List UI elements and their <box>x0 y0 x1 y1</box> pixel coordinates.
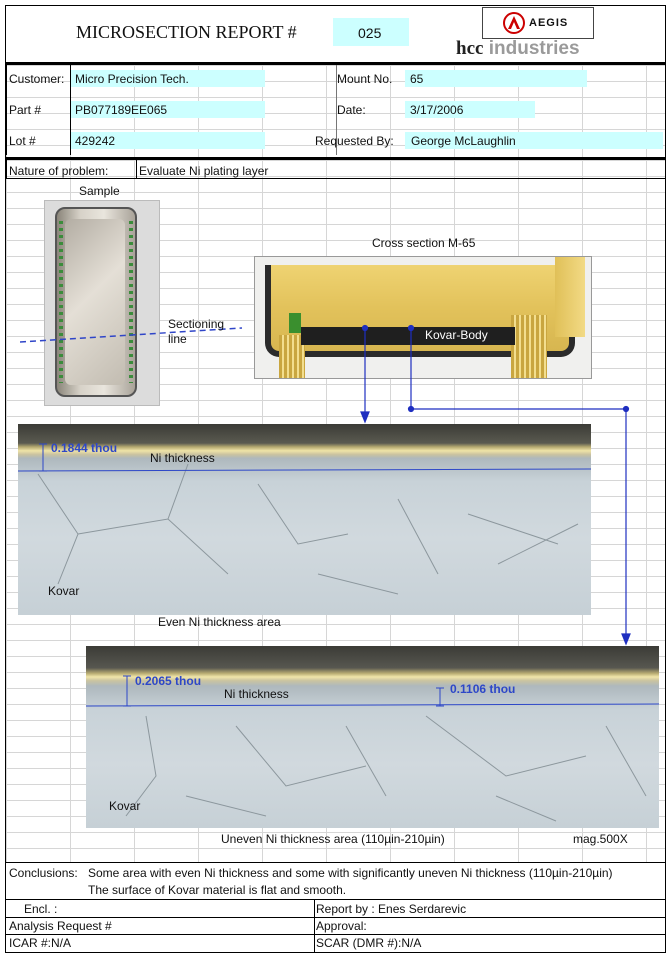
info-section <box>6 64 665 159</box>
company-logo <box>482 7 594 39</box>
problem-label: Nature of problem: <box>9 164 109 178</box>
micro1-ni-label: Ni thickness <box>150 451 215 465</box>
approval-label: Approval: <box>316 919 367 933</box>
micro1-measure: 0.1844 thou <box>51 441 118 455</box>
requested-value: George McLaughlin <box>411 134 516 148</box>
sectioning-label-line2: line <box>168 332 187 346</box>
mount-label: Mount No. <box>337 72 393 86</box>
scar-number: SCAR (DMR #):N/A <box>316 936 422 950</box>
report-title: MICROSECTION REPORT # <box>76 22 297 42</box>
customer-value: Micro Precision Tech. <box>75 72 189 86</box>
micro2-ni-label: Ni thickness <box>224 687 289 701</box>
part-label: Part # <box>9 103 42 117</box>
logo-company-industries: industries <box>488 38 580 59</box>
logo-company-hcc: hcc <box>456 38 484 59</box>
micro2-kovar-label: Kovar <box>109 799 141 813</box>
micro2-measure-1: 0.2065 thou <box>135 674 202 688</box>
sectioning-label-line1: Sectioning <box>168 317 225 331</box>
footer-section <box>6 900 665 952</box>
icar-number: ICAR #:N/A <box>9 936 72 950</box>
header-section <box>6 6 665 64</box>
sample-label: Sample <box>79 184 120 198</box>
encl-label: Encl. : <box>24 902 58 916</box>
report-number <box>333 18 409 46</box>
aegis-a-icon <box>503 12 525 34</box>
logo-company <box>456 38 580 60</box>
requested-label: Requested By: <box>315 134 394 148</box>
magnification-label: mag.500X <box>573 832 628 846</box>
cross-section-label: Cross section M-65 <box>372 236 476 250</box>
micro1-caption: Even Ni thickness area <box>158 615 281 629</box>
mount-value-bg <box>405 70 587 87</box>
problem-value: Evaluate Ni plating layer <box>139 164 269 178</box>
micrograph-even <box>18 424 591 615</box>
mount-value: 65 <box>410 72 424 86</box>
micro2-caption: Uneven Ni thickness area (110µin-210µin) <box>221 832 445 846</box>
date-value: 3/17/2006 <box>410 103 464 117</box>
conclusions-line1: Some area with even Ni thickness and some with significantly uneven Ni thickness (110µin-210µin) <box>88 866 613 880</box>
micro2-measure-2: 0.1106 thou <box>450 682 516 696</box>
report-by: Report by : Enes Serdarevic <box>316 902 467 916</box>
date-label: Date: <box>337 103 366 117</box>
part-value: PB077189EE065 <box>75 103 168 117</box>
figures-section <box>6 158 665 863</box>
logo-brand: AEGIS <box>529 17 569 29</box>
micro1-kovar-label: Kovar <box>48 584 80 598</box>
lot-value: 429242 <box>75 134 116 148</box>
micrograph-uneven <box>86 646 659 828</box>
report-number-value: 025 <box>358 25 382 41</box>
lot-label: Lot # <box>9 134 36 148</box>
analysis-request: Analysis Request # <box>9 919 112 933</box>
customer-label: Customer: <box>9 72 65 86</box>
conclusions-line2: The surface of Kovar material is flat and smooth. <box>88 883 347 897</box>
conclusions-label: Conclusions: <box>9 866 78 880</box>
kovar-body-label: Kovar-Body <box>425 328 488 342</box>
conclusions-section <box>6 861 665 900</box>
